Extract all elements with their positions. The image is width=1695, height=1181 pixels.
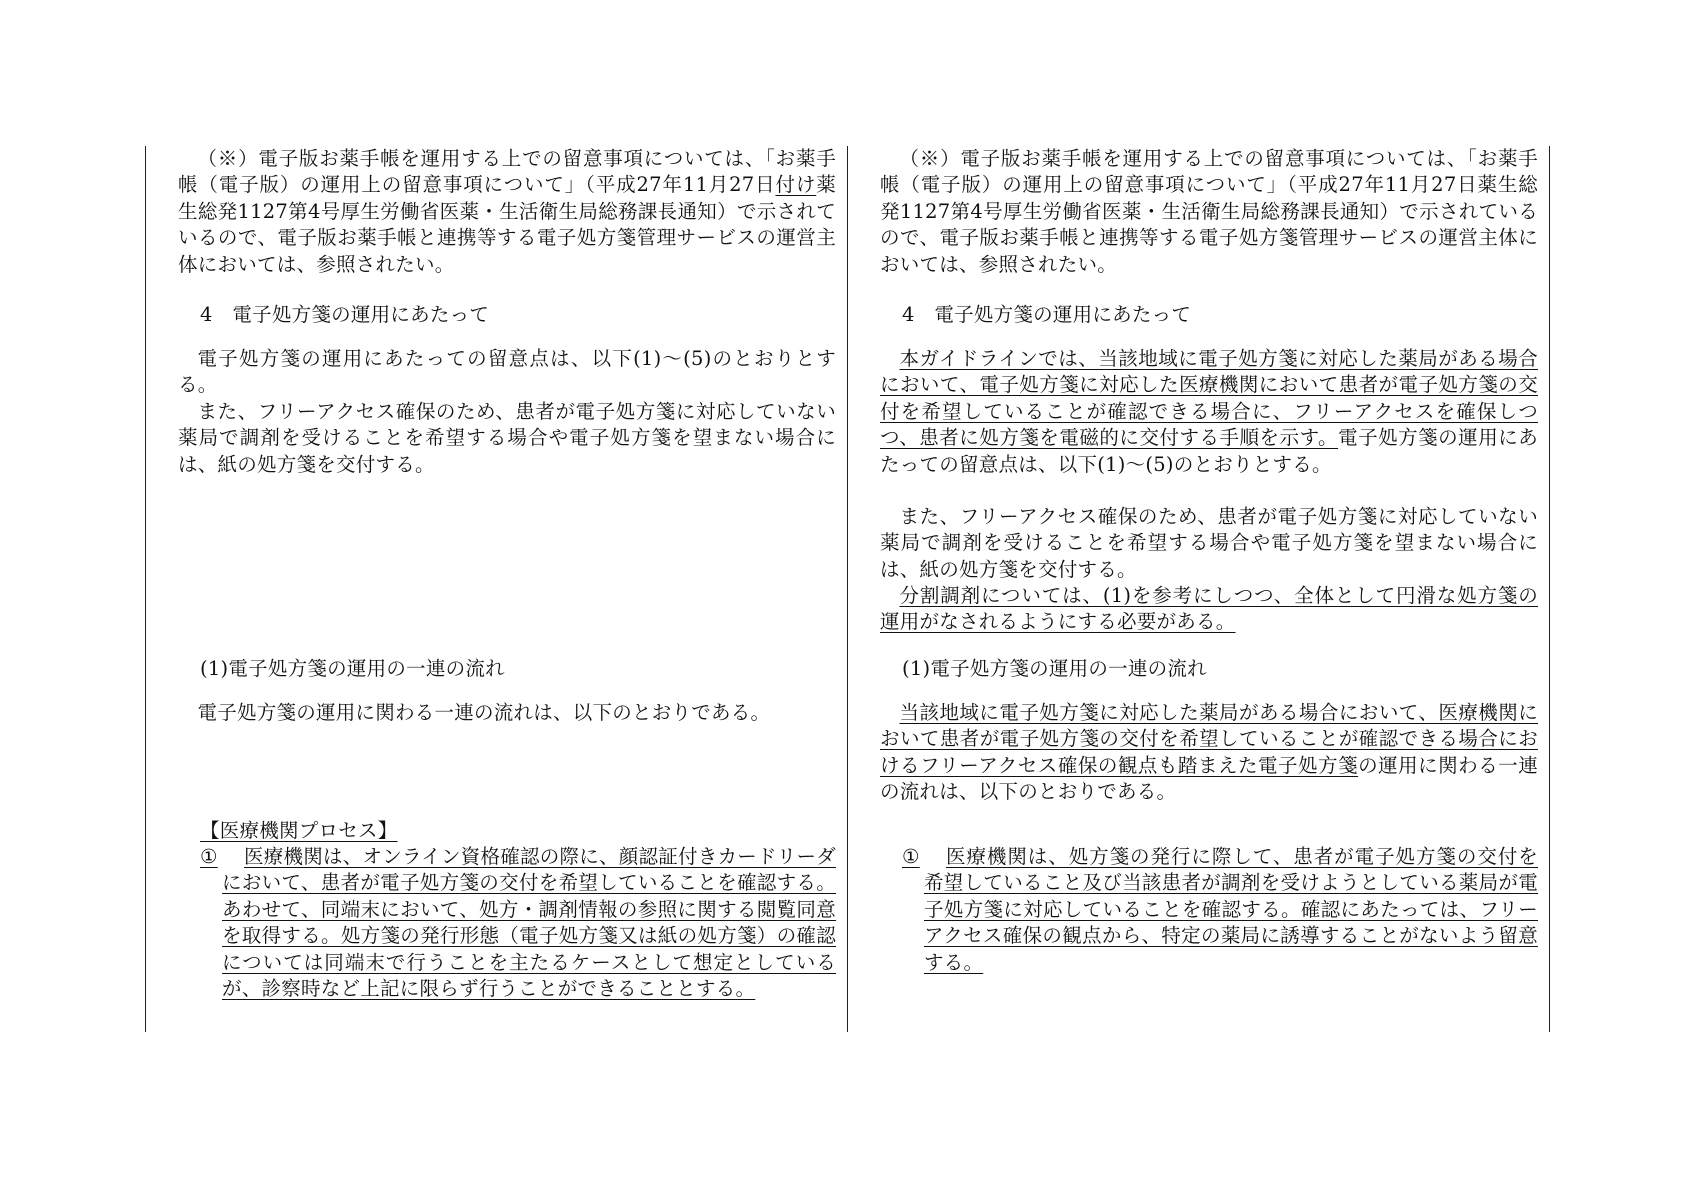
left-process-label: 【医療機関プロセス】: [200, 819, 398, 842]
left-para-2: また、フリーアクセス確保のため、患者が電子処方箋に対応していない薬局で調剤を受けることを希望する場合や電子処方箋を望まない場合には、紙の処方箋を交付する。: [178, 400, 836, 476]
left-note-text-b: 薬生総発1127第4号厚生労働省医薬・生活衛生局総務課長通知）で示されているので、電子版お薬手帳と連携等する電子処方箋管理サービスの運営主体においては、参照されたい。: [178, 173, 836, 276]
right-note-paragraph: （※）電子版お薬手帳を運用する上での留意事項については、「お薬手帳（電子版）の運用上の留意事項について」（平成27年11月27日薬生総発1127第4号厚生労働省医薬・生活衛生局総務課長通知）で示されているので、電子版お薬手帳と連携等する電子処方箋管理サービスの運営主体においては、参照されたい。: [880, 147, 1538, 276]
right-para-4: [880, 700, 1538, 806]
right-para-1-underlined: 本ガイドラインでは、当該地域に電子処方箋に対応した薬局がある場合において、電子処方箋に対応した医療機関において患者が電子処方箋の交付を希望していることが確認できる場合に、フリーアクセスを確保しつつ、患者に処方箋を電磁的に交付する手順を示す。: [880, 347, 1538, 450]
left-item-1-text: 医療機関は、オンライン資格確認の際に、顔認証付きカードリーダにおいて、患者が電子処方箋の交付を希望していることを確認する。あわせて、同端末において、処方・調剤情報の参照に関する閲覧同意を取得する。処方箋の発行形態（電子処方箋又は紙の処方箋）の確認については同端末で行うことを主たるケースとして想定としているが、診察時など上記に限らず行うことができることとする。: [222, 845, 836, 1001]
right-para-1: [880, 346, 1538, 478]
left-item-1-number: ①: [200, 845, 218, 868]
right-list-item-1: [902, 844, 1538, 976]
right-sub-heading: (1)電子処方箋の運用の一連の流れ: [902, 657, 1207, 680]
right-item-1-number: ①: [902, 845, 920, 868]
left-note-paragraph: [178, 146, 836, 278]
left-para-3: 電子処方箋の運用に関わる一連の流れは、以下のとおりである。: [197, 701, 771, 724]
left-note-text-a: （※）電子版お薬手帳を運用する上での留意事項については、「お薬手帳（電子版）の運用上の留意事項について」（平成27年11月27日: [178, 147, 836, 197]
right-para-3-underlined: 分割調剤については、(1)を参考にしつつ、全体として円滑な処方箋の運用がなされるようにする必要がある。: [880, 584, 1538, 634]
right-para-4-underlined: 当該地域に電子処方箋に対応した薬局がある場合において、医療機関において患者が電子処方箋の交付を希望していることが確認できる場合におけるフリーアクセス確保の観点も踏まえた電子処方箋: [880, 701, 1538, 777]
right-section-heading: 4 電子処方箋の運用にあたって: [902, 303, 1192, 326]
left-note-underlined: 付け: [775, 173, 817, 197]
right-para-2: また、フリーアクセス確保のため、患者が電子処方箋に対応していない薬局で調剤を受けることを希望する場合や電子処方箋を望まない場合には、紙の処方箋を交付する。: [880, 505, 1538, 581]
left-list-item-1: [200, 844, 836, 1002]
left-para-1: 電子処方箋の運用にあたっての留意点は、以下(1)～(5)のとおりとする。: [178, 347, 836, 397]
right-item-1-text: 医療機関は、処方箋の発行に際して、患者が電子処方箋の交付を希望していること及び当該患者が調剤を受けようとしている薬局が電子処方箋に対応していることを確認する。確認にあたっては、フリーアクセス確保の観点から、特定の薬局に誘導することがないよう留意する。: [924, 845, 1538, 974]
table-border-left: [145, 146, 146, 1032]
table-border-right: [1549, 146, 1550, 1032]
right-para-4-text: の運用に関わる一連の流れは、以下のとおりである。: [880, 753, 1538, 804]
right-para-3: [880, 583, 1538, 636]
table-border-middle: [847, 146, 848, 1032]
left-section-heading: 4 電子処方箋の運用にあたって: [200, 303, 490, 326]
left-sub-heading: (1)電子処方箋の運用の一連の流れ: [200, 657, 505, 680]
right-para-1-text: 電子処方箋の運用にあたっての留意点は、以下(1)～(5)のとおりとする。: [880, 426, 1538, 476]
